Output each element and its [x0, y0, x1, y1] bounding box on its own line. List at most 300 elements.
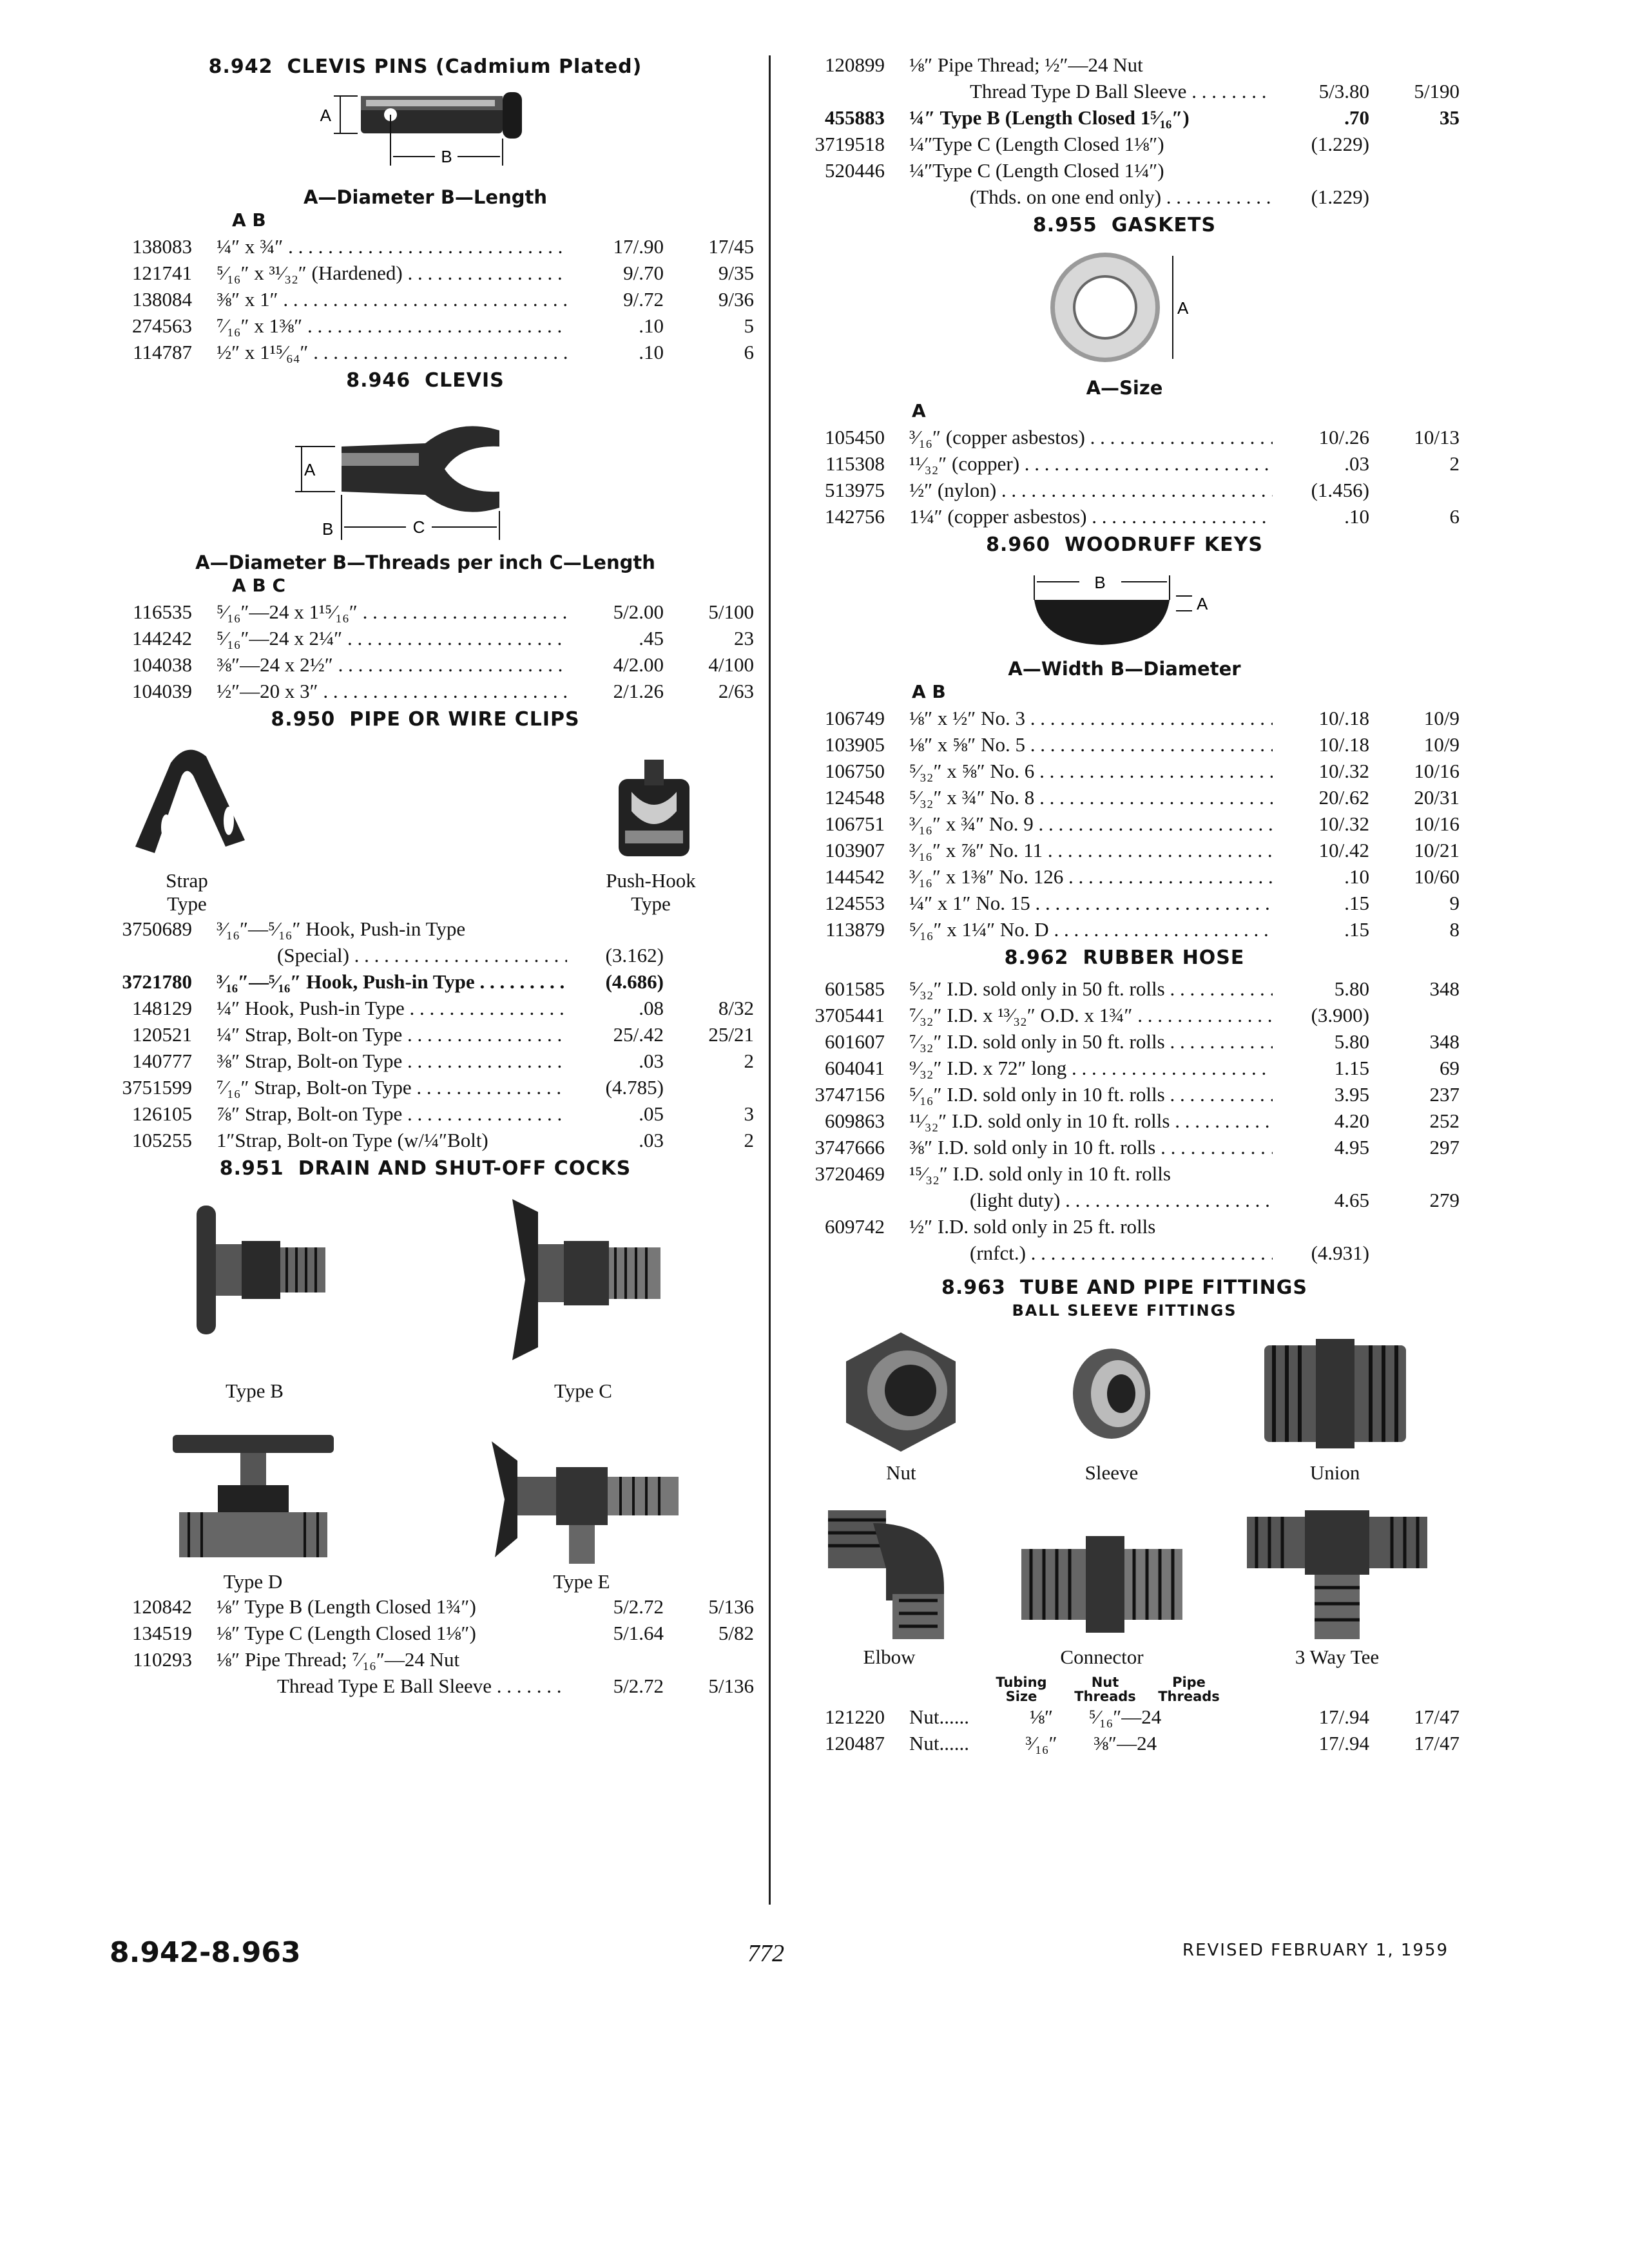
- item-description: ⁷⁄₃₂″ I.D. sold only in 50 ft. rolls . . .: [909, 1028, 1273, 1055]
- dimension-legend: A—Size: [1086, 377, 1163, 399]
- item-description: (Thds. on one end only) . . .: [970, 184, 1273, 210]
- price-primary: .10: [639, 314, 664, 337]
- part-number: 120899: [825, 53, 885, 76]
- push-hook-clip-figure: [586, 740, 715, 916]
- cocks-figures-top: [97, 1186, 754, 1403]
- connector-caption: Connector: [1060, 1646, 1144, 1668]
- table-row: [789, 1213, 1460, 1240]
- clevis-table: [97, 599, 754, 704]
- price-secondary: 2/63: [718, 680, 754, 702]
- price-primary: .03: [639, 1050, 664, 1072]
- price-secondary: 5/82: [718, 1622, 754, 1644]
- type-c-caption: Type C: [554, 1379, 612, 1402]
- gaskets-table: [789, 424, 1460, 530]
- clips-table: [97, 916, 754, 1153]
- item-description: Thread Type D Ball Sleeve . . .: [970, 78, 1273, 104]
- price-primary: .03: [1344, 452, 1369, 475]
- item-description: ⁵⁄₁₆″ x 1¼″ No. D . . .: [909, 916, 1273, 943]
- item-description: ³⁄₁₆″—⁵⁄₁₆″ Hook, Push-in Type . . .: [217, 968, 567, 995]
- part-number: 138083: [132, 235, 192, 258]
- price-secondary: 5/136: [708, 1675, 754, 1697]
- item-description: ⁵⁄₁₆″ I.D. sold only in 10 ft. rolls . . .: [909, 1081, 1273, 1108]
- price-primary: 10/.42: [1318, 839, 1369, 861]
- price-primary: 17/.94: [1318, 1706, 1369, 1728]
- table-row: [97, 1074, 754, 1100]
- fittings-subtitle: BALL SLEEVE FITTINGS: [1012, 1302, 1237, 1320]
- connector-figure: [1015, 1497, 1189, 1669]
- tubing-size: ⅛″: [1029, 1706, 1054, 1728]
- section-name: CLEVIS PINS (Cadmium Plated): [287, 55, 642, 78]
- part-number: 106751: [825, 812, 885, 835]
- dimension-a-label: A: [320, 106, 331, 125]
- section-name: CLEVIS: [425, 369, 505, 392]
- price-primary: .15: [1344, 918, 1369, 941]
- price-secondary: 9/36: [718, 288, 754, 311]
- table-row: [789, 1240, 1460, 1266]
- price-primary: 3.95: [1334, 1083, 1369, 1106]
- item-description: ⅛″ Type B (Length Closed 1¾″): [217, 1595, 476, 1618]
- strap-type-caption: Strap: [166, 869, 208, 892]
- section-number: 8.963: [941, 1276, 1006, 1299]
- price-primary: 4.95: [1334, 1136, 1369, 1158]
- item-description: (rnfct.) . . .: [970, 1240, 1273, 1266]
- dimension-legend: A—Width B—Diameter: [1008, 658, 1241, 680]
- dimension-a-label: A: [1177, 298, 1189, 318]
- price-secondary: 10/16: [1414, 812, 1460, 835]
- column-key: A: [912, 400, 926, 421]
- item-description: ⁵⁄₁₆″—24 x 1¹⁵⁄₁₆″ . . .: [217, 599, 567, 625]
- clevis-figure: [245, 398, 606, 546]
- price-primary: (1.229): [1311, 133, 1369, 155]
- price-secondary: 252: [1429, 1110, 1460, 1132]
- price-secondary: 348: [1429, 1030, 1460, 1053]
- part-number: 3747156: [815, 1083, 885, 1106]
- section-name: RUBBER HOSE: [1083, 947, 1245, 969]
- price-secondary: 17/47: [1414, 1706, 1460, 1728]
- cocks-table: [97, 1593, 754, 1699]
- type-b-cock-figure: [184, 1186, 325, 1403]
- section-title-clevis: [97, 369, 754, 392]
- price-secondary: 10/21: [1414, 839, 1460, 861]
- item-description: ¹⁵⁄₃₂″ I.D. sold only in 10 ft. rolls: [909, 1162, 1171, 1185]
- price-secondary: 5: [744, 314, 754, 337]
- table-row: [97, 1646, 754, 1673]
- part-number: 103907: [825, 839, 885, 861]
- tee-figure: [1240, 1497, 1434, 1669]
- price-secondary: 10/13: [1414, 426, 1460, 448]
- section-title-fittings: [789, 1276, 1460, 1299]
- item-description: ³⁄₁₆″ x 1⅜″ No. 126 . . .: [909, 863, 1273, 890]
- part-number: 520446: [825, 159, 885, 182]
- price-primary: .03: [639, 1129, 664, 1151]
- table-row: [789, 863, 1460, 890]
- item-description: ½″ x 1¹⁵⁄₆₄″ . . .: [217, 339, 567, 365]
- part-number: 601585: [825, 977, 885, 1000]
- type-e-caption: Type E: [553, 1570, 610, 1593]
- table-row: [789, 975, 1460, 1002]
- price-primary: 5/3.80: [1318, 80, 1369, 102]
- section-number: 8.962: [1004, 947, 1069, 969]
- type-d-cock-figure: [166, 1428, 340, 1593]
- price-primary: 5/1.64: [613, 1622, 664, 1644]
- item-description: ⁵⁄₃₂″ x ¾″ No. 8 . . .: [909, 784, 1273, 811]
- price-primary: 5/2.72: [613, 1595, 664, 1618]
- table-row: [97, 942, 754, 968]
- table-row: [97, 1620, 754, 1646]
- part-number: 3721780: [122, 970, 192, 993]
- table-row: [789, 890, 1460, 916]
- table-row: [97, 233, 754, 260]
- part-number: 3719518: [815, 133, 885, 155]
- part-number: 140777: [132, 1050, 192, 1072]
- price-primary: 10/.32: [1318, 760, 1369, 782]
- price-primary: (4.785): [605, 1076, 664, 1099]
- price-secondary: 10/60: [1414, 865, 1460, 888]
- price-primary: 5/2.00: [613, 601, 664, 623]
- price-primary: 4.20: [1334, 1110, 1369, 1132]
- price-primary: 5.80: [1334, 977, 1369, 1000]
- price-secondary: 10/9: [1423, 733, 1460, 756]
- part-number: 105255: [132, 1129, 192, 1151]
- part-number: 3750689: [122, 918, 192, 940]
- table-row: [97, 995, 754, 1021]
- part-number: 455883: [825, 106, 885, 129]
- section-number: 8.946: [346, 369, 411, 392]
- price-secondary: 6: [744, 341, 754, 363]
- union-figure: [1251, 1326, 1419, 1485]
- push-hook-type-caption: Push-Hook: [606, 869, 696, 892]
- price-primary: 4/2.00: [613, 653, 664, 676]
- item-description: ¹¹⁄₃₂″ (copper) . . .: [909, 450, 1273, 477]
- price-primary: 9/.72: [623, 288, 664, 311]
- fittings-column-headers: [983, 1675, 1460, 1704]
- price-primary: 17/.90: [613, 235, 664, 258]
- section-number: 8.942: [208, 55, 273, 78]
- table-row: [97, 1127, 754, 1153]
- part-number: 138084: [132, 288, 192, 311]
- table-row: [789, 731, 1460, 758]
- price-primary: 2/1.26: [613, 680, 664, 702]
- table-row: [789, 104, 1460, 131]
- table-row: [789, 1081, 1460, 1108]
- table-row: [789, 1002, 1460, 1028]
- price-primary: .10: [639, 341, 664, 363]
- table-row: [789, 811, 1460, 837]
- table-row: [789, 705, 1460, 731]
- clips-figures: [97, 737, 754, 916]
- item-description: ⁷⁄₁₆″ Strap, Bolt-on Type . . .: [217, 1074, 567, 1100]
- price-primary: (1.229): [1311, 186, 1369, 208]
- part-number: 106750: [825, 760, 885, 782]
- fittings-figures-bottom: [789, 1497, 1460, 1669]
- table-row: [789, 1134, 1460, 1160]
- price-secondary: 35: [1440, 106, 1460, 129]
- elbow-caption: Elbow: [863, 1646, 916, 1668]
- price-primary: (4.686): [605, 970, 664, 993]
- part-number: 121220: [825, 1706, 885, 1728]
- section-number: 8.951: [219, 1157, 284, 1180]
- item-description: ⅛″ Type C (Length Closed 1⅛″): [217, 1622, 476, 1644]
- price-primary: 17/.94: [1318, 1732, 1369, 1754]
- dimension-b-label: B: [1094, 573, 1106, 592]
- woodruff-key-figure: [1008, 562, 1240, 653]
- nut-threads: ⁵⁄₁₆″—24: [1088, 1706, 1162, 1728]
- table-row: [97, 651, 754, 678]
- price-secondary: 69: [1440, 1057, 1460, 1079]
- part-number: 142756: [825, 505, 885, 528]
- price-secondary: 5/190: [1414, 80, 1460, 102]
- part-number: 120521: [132, 1023, 192, 1046]
- price-secondary: 17/45: [708, 235, 754, 258]
- fitting-name: Nut......: [909, 1706, 969, 1728]
- table-row: [789, 157, 1460, 184]
- item-description: ⁵⁄₃₂″ I.D. sold only in 50 ft. rolls . . .: [909, 975, 1273, 1002]
- part-number: 110293: [133, 1648, 192, 1671]
- part-number: 120842: [132, 1595, 192, 1618]
- table-row: [789, 837, 1460, 863]
- price-primary: 10/.18: [1318, 733, 1369, 756]
- table-row: [789, 78, 1460, 104]
- price-primary: .70: [1344, 106, 1369, 129]
- item-description: ⅞″ Strap, Bolt-on Type . . .: [217, 1100, 567, 1127]
- section-number: 8.950: [271, 708, 336, 731]
- elbow-figure: [815, 1497, 963, 1669]
- section-name: TUBE AND PIPE FITTINGS: [1019, 1276, 1308, 1299]
- part-number: 604041: [825, 1057, 885, 1079]
- part-number: 121741: [132, 262, 192, 284]
- type-c-cock-figure: [499, 1186, 667, 1403]
- item-description: ⅜″—24 x 2½″ . . .: [217, 651, 567, 678]
- nut-caption: Nut: [886, 1461, 916, 1484]
- part-number: 114787: [133, 341, 192, 363]
- table-row: [789, 184, 1460, 210]
- part-number: 120487: [825, 1732, 885, 1754]
- part-number: 3705441: [815, 1004, 885, 1026]
- price-secondary: 2: [1449, 452, 1460, 475]
- table-row: [789, 52, 1460, 78]
- right-column: [789, 52, 1460, 1756]
- table-row: [97, 678, 754, 704]
- item-description: ⅛″ x ⅝″ No. 5 . . .: [909, 731, 1273, 758]
- tee-caption: 3 Way Tee: [1295, 1646, 1380, 1668]
- section-range: 8.942-8.963: [110, 1936, 301, 1969]
- item-description: ³⁄₁₆″ x ¾″ No. 9 . . .: [909, 811, 1273, 837]
- item-description: ⁹⁄₃₂″ I.D. x 72″ long . . .: [909, 1055, 1273, 1081]
- price-primary: 4.65: [1334, 1189, 1369, 1211]
- column-divider: [769, 55, 771, 1905]
- fittings-figures-top: [789, 1326, 1460, 1485]
- table-row: [789, 450, 1460, 477]
- revision-date: REVISED FEBRUARY 1, 1959: [1182, 1941, 1449, 1960]
- part-number: 104039: [132, 680, 192, 702]
- part-number: 609742: [825, 1215, 885, 1238]
- price-primary: .45: [639, 627, 664, 649]
- table-row: [97, 286, 754, 312]
- section-title-clevis-pins: [97, 55, 754, 78]
- item-description: ⅜″ I.D. sold only in 10 ft. rolls . . .: [909, 1134, 1273, 1160]
- sleeve-caption: Sleeve: [1084, 1461, 1139, 1484]
- column-key: A B: [232, 209, 266, 231]
- item-description: ⅜″ Strap, Bolt-on Type . . .: [217, 1048, 567, 1074]
- section-title-clips: [97, 708, 754, 731]
- price-secondary: 2: [744, 1050, 754, 1072]
- item-description: Thread Type E Ball Sleeve . . .: [277, 1673, 567, 1699]
- section-name: PIPE OR WIRE CLIPS: [349, 708, 580, 731]
- part-number: 134519: [132, 1622, 192, 1644]
- part-number: 124553: [825, 892, 885, 914]
- page-number: 772: [747, 1940, 784, 1967]
- union-caption: Union: [1309, 1461, 1360, 1484]
- price-secondary: 17/47: [1414, 1732, 1460, 1754]
- item-description: ⁵⁄₁₆″ x ³¹⁄₃₂″ (Hardened) . . .: [217, 260, 567, 286]
- woodruff-table: [789, 705, 1460, 943]
- price-secondary: 10/9: [1423, 707, 1460, 729]
- dimension-legend: A—Diameter B—Threads per inch C—Length: [195, 552, 655, 573]
- clevis-pin-figure: [290, 84, 561, 181]
- price-primary: .10: [1344, 865, 1369, 888]
- price-secondary: 4/100: [708, 653, 754, 676]
- column-key: A B C: [232, 575, 286, 596]
- price-primary: 10/.18: [1318, 707, 1369, 729]
- price-secondary: 297: [1429, 1136, 1460, 1158]
- price-secondary: 9: [1449, 892, 1460, 914]
- tubing-size: ³⁄₁₆″: [1025, 1732, 1057, 1754]
- item-description: ⁷⁄₃₂″ I.D. x ¹³⁄₃₂″ O.D. x 1¾″ . . .: [909, 1002, 1273, 1028]
- table-row: [789, 477, 1460, 503]
- price-primary: 9/.70: [623, 262, 664, 284]
- nut-threads-header: Nut Threads: [1074, 1675, 1136, 1704]
- part-number: 274563: [132, 314, 192, 337]
- part-number: 126105: [132, 1102, 192, 1125]
- cocks-continued-table: [789, 52, 1460, 210]
- price-primary: (3.900): [1311, 1004, 1369, 1026]
- part-number: 106749: [825, 707, 885, 729]
- table-row: [97, 916, 754, 942]
- price-secondary: 20/31: [1414, 786, 1460, 809]
- table-row: [789, 784, 1460, 811]
- price-primary: 25/.42: [613, 1023, 664, 1046]
- item-description: ⁷⁄₁₆″ x 1⅜″ . . .: [217, 312, 567, 339]
- nut-figure: [830, 1326, 972, 1485]
- strap-type-caption-2: Type: [167, 892, 207, 915]
- item-description: (Special) . . .: [277, 942, 567, 968]
- price-secondary: 9/35: [718, 262, 754, 284]
- price-secondary: 6: [1449, 505, 1460, 528]
- item-description: ½″ (nylon) . . .: [909, 477, 1273, 503]
- hose-table: [789, 975, 1460, 1266]
- table-row: [97, 1673, 754, 1699]
- item-description: ⅜″ x 1″ . . .: [217, 286, 567, 312]
- item-description: ½″ I.D. sold only in 25 ft. rolls: [909, 1215, 1156, 1238]
- table-row: [97, 625, 754, 651]
- table-row: [97, 1100, 754, 1127]
- part-number: 3751599: [122, 1076, 192, 1099]
- table-row: [97, 599, 754, 625]
- section-number: 8.955: [1032, 214, 1097, 236]
- price-primary: 5.80: [1334, 1030, 1369, 1053]
- price-primary: .08: [639, 997, 664, 1019]
- price-secondary: 25/21: [708, 1023, 754, 1046]
- part-number: 148129: [132, 997, 192, 1019]
- table-row: [789, 1187, 1460, 1213]
- part-number: 105450: [825, 426, 885, 448]
- item-description: ¹¹⁄₃₂″ I.D. sold only in 10 ft. rolls . . .: [909, 1108, 1273, 1134]
- table-row: [789, 1108, 1460, 1134]
- part-number: 144542: [825, 865, 885, 888]
- part-number: 609863: [825, 1110, 885, 1132]
- section-title-gaskets: [789, 214, 1460, 236]
- table-row: [789, 131, 1460, 157]
- table-row: [789, 1160, 1460, 1187]
- fitting-name: Nut......: [909, 1732, 969, 1754]
- table-row: [97, 312, 754, 339]
- table-row: [789, 758, 1460, 784]
- table-row: [97, 339, 754, 365]
- item-description: ½″—20 x 3″ . . .: [217, 678, 567, 704]
- price-secondary: 10/16: [1414, 760, 1460, 782]
- table-row: [789, 424, 1460, 450]
- table-row: [97, 1593, 754, 1620]
- price-primary: (3.162): [605, 944, 664, 966]
- item-description: ¼″ x 1″ No. 15 . . .: [909, 890, 1273, 916]
- dimension-c-label: C: [412, 517, 425, 537]
- cocks-figures-bottom: [97, 1428, 754, 1593]
- part-number: 144242: [132, 627, 192, 649]
- section-name: DRAIN AND SHUT-OFF COCKS: [298, 1157, 631, 1180]
- price-secondary: 5/136: [708, 1595, 754, 1618]
- part-number: 3720469: [815, 1162, 885, 1185]
- part-number: 103905: [825, 733, 885, 756]
- section-name: WOODRUFF KEYS: [1064, 533, 1263, 556]
- price-primary: 10/.26: [1318, 426, 1369, 448]
- item-description: ⅛″ Pipe Thread; ½″—24 Nut: [909, 53, 1143, 76]
- part-number: 115308: [825, 452, 885, 475]
- section-title-woodruff: [789, 533, 1460, 556]
- section-title-hose: [789, 947, 1460, 969]
- clevis-pins-table: [97, 233, 754, 365]
- part-number: 124548: [825, 786, 885, 809]
- table-row: [789, 1704, 1460, 1730]
- dimension-legend: A—Diameter B—Length: [303, 186, 547, 208]
- table-row: [97, 968, 754, 995]
- gasket-figure: [1021, 243, 1228, 372]
- part-number: 116535: [133, 601, 192, 623]
- price-secondary: 8: [1449, 918, 1460, 941]
- table-row: [97, 1021, 754, 1048]
- price-secondary: 23: [734, 627, 754, 649]
- item-description: ⁵⁄₁₆″—24 x 2¼″ . . .: [217, 625, 567, 651]
- price-primary: .15: [1344, 892, 1369, 914]
- table-row: [789, 916, 1460, 943]
- price-primary: 20/.62: [1318, 786, 1369, 809]
- item-description: ¼″ Strap, Bolt-on Type . . .: [217, 1021, 567, 1048]
- item-description: 1″Strap, Bolt-on Type (w/¼″Bolt): [217, 1129, 488, 1151]
- price-secondary: 279: [1429, 1189, 1460, 1211]
- part-number: 513975: [825, 479, 885, 501]
- item-description: ¼″ Hook, Push-in Type . . .: [217, 995, 567, 1021]
- part-number: 104038: [132, 653, 192, 676]
- item-description: ¼″Type C (Length Closed 1⅛″): [909, 133, 1164, 155]
- column-key: A B: [912, 681, 946, 702]
- table-row: [789, 1055, 1460, 1081]
- item-description: ¼″ Type B (Length Closed 1⁵⁄₁₆″): [909, 106, 1190, 129]
- price-primary: 10/.32: [1318, 812, 1369, 835]
- section-name: GASKETS: [1111, 214, 1217, 236]
- price-primary: (1.456): [1311, 479, 1369, 501]
- nut-threads: ⅜″—24: [1093, 1732, 1157, 1754]
- dimension-a-label: A: [304, 460, 316, 479]
- price-primary: .10: [1344, 505, 1369, 528]
